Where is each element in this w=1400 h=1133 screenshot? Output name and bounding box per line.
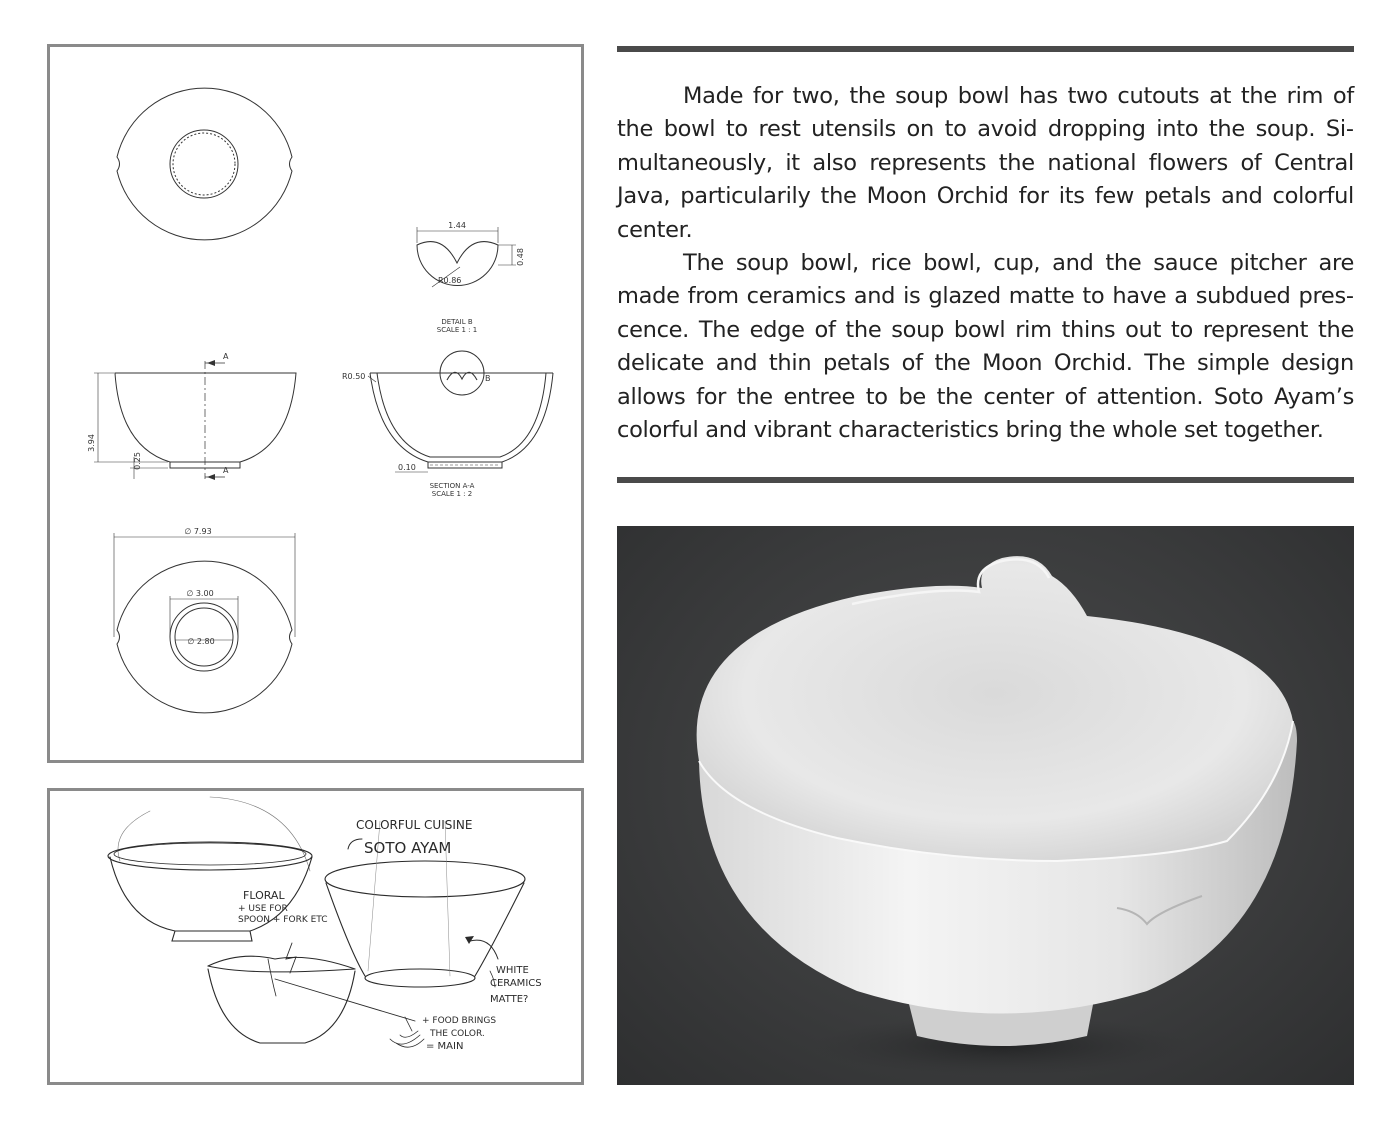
note-white-1: WHITE [496, 965, 529, 976]
detail-callout: B [485, 374, 491, 383]
detail-radius-label: R0.86 [438, 276, 462, 285]
top-divider [617, 46, 1354, 52]
bowl-photo-illustration [617, 526, 1354, 1085]
concept-sketch [50, 791, 581, 1082]
inner-diameter-label: ∅ 2.80 [187, 637, 215, 646]
note-cuisine-2: SOTO AYAM [364, 839, 452, 857]
note-white-3: MATTE? [490, 994, 529, 1005]
side-view [87, 352, 296, 480]
section-marker-top: A [223, 352, 229, 361]
detail-height-label: 0.48 [516, 248, 525, 266]
note-floral-1: FLORAL [243, 889, 285, 902]
note-food-3: = MAIN [426, 1041, 464, 1052]
note-floral-2: + USE FOR [238, 904, 288, 914]
product-photo [617, 526, 1354, 1085]
technical-drawing [50, 47, 581, 760]
detail-b-view [417, 221, 525, 334]
detail-width-label: 1.44 [448, 221, 466, 230]
section-title: SECTION A-A [429, 482, 475, 490]
foot-diameter-label: ∅ 3.00 [186, 589, 214, 598]
section-scale: SCALE 1 : 2 [431, 490, 473, 498]
section-view [342, 351, 553, 498]
detail-scale: SCALE 1 : 1 [436, 326, 478, 334]
foot-dim-label: 0.25 [133, 452, 142, 470]
section-marker-bottom: A [223, 466, 229, 475]
bottom-view [114, 527, 295, 713]
note-floral-3: SPOON + FORK ETC [238, 915, 328, 925]
bottom-divider [617, 477, 1354, 483]
sketch-panel [47, 788, 584, 1085]
detail-title: DETAIL B [441, 318, 473, 326]
technical-drawing-panel [47, 44, 584, 763]
note-food-1: + FOOD BRINGS [422, 1016, 497, 1026]
rim-radius-label: R0.50 [342, 372, 366, 381]
description-text [617, 80, 1354, 447]
note-white-2: CERAMICS [490, 978, 542, 989]
base-thickness-label: 0.10 [398, 463, 416, 472]
sketch-petal-bowl [208, 943, 424, 1047]
height-dim-label: 3.94 [87, 434, 96, 452]
top-view [117, 88, 292, 240]
bowl-interior [697, 556, 1293, 861]
outer-diameter-label: ∅ 7.93 [184, 527, 212, 536]
note-food-2: THE COLOR. [430, 1029, 485, 1039]
description-paragraph-1: Made for two, the soup bowl has two cutouts at the rim of the bowl to rest utensils on to avoid dropping into the soup. Simultaneously, it also represents the national flowers of Central Java, particularily the Moon Orchid for its few petals and colorful center. [617, 83, 1354, 243]
description-paragraph-2: The soup bowl, rice bowl, cup, and the sauce pitcher are made from ceramics and is glazed matte to have a subdued prescence. The edge of the soup bowl rim thins out to represent the delicate and thin petals of the Moon Orchid. The simple design allows for the entree to be the center of attention. Soto Ayam’s colorful and vibrant characteristics bring the whole set together. [617, 250, 1354, 444]
note-cuisine-1: COLORFUL CUISINE [356, 818, 473, 832]
